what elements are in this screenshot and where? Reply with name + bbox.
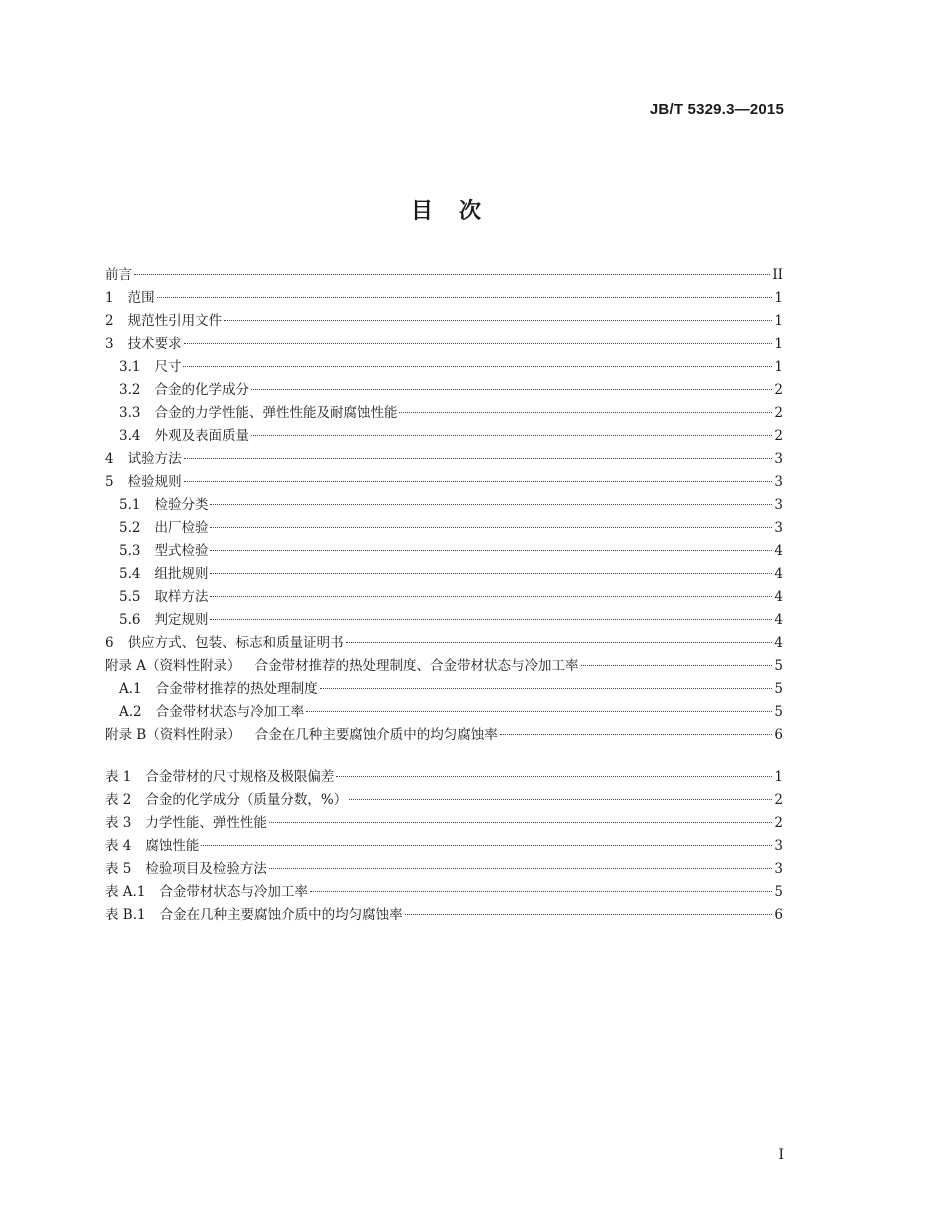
toc-entry-page: 1 <box>774 769 783 785</box>
toc-entry-page: 1 <box>774 336 783 352</box>
dot-leader <box>210 527 772 528</box>
dot-leader <box>346 642 773 643</box>
toc-entry-label: 技术要求 <box>127 336 182 352</box>
toc-entry-label: 合金带材的尺寸规格及极限偏差 <box>145 769 335 785</box>
toc-entry-number: 表 1 <box>105 769 132 785</box>
toc-entry-page: 2 <box>774 382 783 398</box>
dot-leader <box>184 458 773 459</box>
toc-entry-page: 2 <box>774 815 783 831</box>
toc-entry-label: 组批规则 <box>154 566 209 582</box>
toc-entry-number: 表 B.1 <box>105 907 146 923</box>
dot-leader <box>405 914 773 915</box>
dot-leader <box>210 550 772 551</box>
toc-entry-label: 检验项目及检验方法 <box>145 861 267 877</box>
dot-leader <box>210 573 772 574</box>
toc-entry[interactable] <box>105 701 783 724</box>
toc-entry-page: 2 <box>774 792 783 808</box>
toc-entry-number: 3.2 <box>119 382 141 398</box>
dot-leader <box>183 366 772 367</box>
toc-entry-label: 合金的力学性能、弹性性能及耐腐蚀性能 <box>154 405 398 421</box>
toc-entry[interactable] <box>105 724 783 747</box>
toc-entry-page: 3 <box>774 474 783 490</box>
toc-entry[interactable] <box>105 287 783 310</box>
page-number: I <box>778 1147 784 1163</box>
toc-entry-page: 1 <box>774 313 783 329</box>
toc-entry-number: 5.3 <box>119 543 141 559</box>
dot-leader <box>399 412 772 413</box>
toc-entry[interactable] <box>105 494 783 517</box>
toc-entry-number: 5 <box>105 474 114 490</box>
dot-leader <box>184 481 773 482</box>
toc-entry-page: II <box>772 267 783 283</box>
toc-entry-page: 3 <box>774 861 783 877</box>
toc-entry-label: 力学性能、弹性性能 <box>145 815 267 831</box>
toc-entry[interactable] <box>105 310 783 333</box>
dot-leader <box>320 688 773 689</box>
toc-entry-number: 5.2 <box>119 520 141 536</box>
dot-leader <box>306 711 772 712</box>
toc-entry-number: A.1 <box>119 681 142 697</box>
toc-entry[interactable] <box>105 517 783 540</box>
dot-leader <box>184 343 773 344</box>
toc-entry-number: 表 5 <box>105 861 132 877</box>
toc-entry[interactable] <box>105 425 783 448</box>
toc-entry[interactable] <box>105 812 783 835</box>
toc-entry-number: 6 <box>105 635 114 651</box>
toc-entry-page: 4 <box>774 543 783 559</box>
toc-entry-number: 3.3 <box>119 405 141 421</box>
toc-entry[interactable] <box>105 379 783 402</box>
toc-entry-label: 合金带材状态与冷加工率 <box>159 884 308 900</box>
toc-entry-label: 外观及表面质量 <box>154 428 249 444</box>
dot-leader <box>251 389 772 390</box>
dot-leader <box>581 665 773 666</box>
toc-entry-page: 2 <box>774 428 783 444</box>
toc-entry-number: 3.4 <box>119 428 141 444</box>
toc-entry-number: 附录 A（资料性附录） <box>105 658 241 674</box>
toc-entry-label: 供应方式、包装、标志和质量证明书 <box>127 635 344 651</box>
dot-leader <box>269 868 773 869</box>
toc-entry-number: 附录 B（资料性附录） <box>105 727 241 743</box>
toc-entry-page: 1 <box>774 359 783 375</box>
dot-leader <box>210 596 772 597</box>
toc-entry-label: 合金带材状态与冷加工率 <box>155 704 305 720</box>
toc-entry-number: 表 3 <box>105 815 132 831</box>
dot-leader <box>201 845 772 846</box>
toc-entry-label: 范围 <box>127 290 155 306</box>
dot-leader <box>157 297 773 298</box>
toc-entry-label: 检验分类 <box>154 497 209 513</box>
toc-entry-label: 合金的化学成分（质量分数，%） <box>145 792 348 808</box>
toc-entry-number: 3 <box>105 336 114 352</box>
dot-leader <box>310 891 772 892</box>
toc-entry-label: 前言 <box>105 267 132 283</box>
toc-entry-number: 5.6 <box>119 612 141 628</box>
dot-leader <box>134 274 770 275</box>
toc-entry[interactable] <box>105 471 783 494</box>
toc-entry-label: 合金带材推荐的热处理制度、合金带材状态与冷加工率 <box>254 658 579 674</box>
toc-entry[interactable] <box>105 858 783 881</box>
table-of-contents <box>105 264 783 927</box>
toc-entry-label: 判定规则 <box>154 612 209 628</box>
toc-entry[interactable] <box>105 333 783 356</box>
toc-entry[interactable] <box>105 540 783 563</box>
toc-entry-number: 2 <box>105 313 114 329</box>
toc-entry[interactable] <box>105 609 783 632</box>
toc-entry-label: 合金在几种主要腐蚀介质中的均匀腐蚀率 <box>159 907 403 923</box>
toc-entry-label: 型式检验 <box>154 543 209 559</box>
dot-leader <box>349 799 772 800</box>
toc-entry-page: 3 <box>774 451 783 467</box>
toc-entry-number: 3.1 <box>119 359 141 375</box>
toc-entry-page: 3 <box>774 520 783 536</box>
toc-entry-page: 4 <box>774 566 783 582</box>
toc-entry-number: A.2 <box>119 704 142 720</box>
toc-entry-page: 3 <box>774 838 783 854</box>
toc-entry-number: 表 A.1 <box>105 884 146 900</box>
toc-entry-label: 合金的化学成分 <box>154 382 249 398</box>
toc-entry[interactable] <box>105 264 783 287</box>
standard-code: JB/T 5329.3—2015 <box>649 101 784 118</box>
toc-entry-number: 表 2 <box>105 792 132 808</box>
toc-entry[interactable] <box>105 655 783 678</box>
toc-entry-number: 5.4 <box>119 566 141 582</box>
toc-entry-page: 5 <box>774 658 783 674</box>
toc-entry-page: 5 <box>774 884 783 900</box>
toc-entry[interactable] <box>105 881 783 904</box>
dot-leader <box>500 734 773 735</box>
toc-entry-label: 合金在几种主要腐蚀介质中的均匀腐蚀率 <box>254 727 498 743</box>
toc-entry-page: 6 <box>774 727 783 743</box>
toc-entry-label: 腐蚀性能 <box>145 838 200 854</box>
toc-entry[interactable] <box>105 789 783 812</box>
toc-entry-page: 5 <box>774 704 783 720</box>
toc-entry-number: 4 <box>105 451 114 467</box>
toc-entry-label: 规范性引用文件 <box>127 313 223 329</box>
toc-entry[interactable] <box>105 356 783 379</box>
toc-entry[interactable] <box>105 448 783 471</box>
dot-leader <box>251 435 772 436</box>
toc-entry-number: 1 <box>105 290 114 306</box>
toc-entry-label: 尺寸 <box>154 359 182 375</box>
toc-entry-number: 5.1 <box>119 497 141 513</box>
toc-entry-number: 表 4 <box>105 838 132 854</box>
dot-leader <box>336 776 772 777</box>
toc-entry-page: 4 <box>774 635 783 651</box>
toc-entry[interactable] <box>105 678 783 701</box>
toc-entry-page: 6 <box>774 907 783 923</box>
dot-leader <box>269 822 773 823</box>
toc-entry-page: 4 <box>774 589 783 605</box>
toc-entry-page: 2 <box>774 405 783 421</box>
toc-entry-page: 4 <box>774 612 783 628</box>
toc-entry[interactable] <box>105 563 783 586</box>
toc-entry[interactable] <box>105 766 783 789</box>
toc-entry-page: 5 <box>774 681 783 697</box>
toc-entry-page: 3 <box>774 497 783 513</box>
toc-entry[interactable] <box>105 402 783 425</box>
toc-entry-label: 检验规则 <box>127 474 182 490</box>
toc-entry[interactable] <box>105 632 783 655</box>
toc-entry-label: 出厂检验 <box>154 520 209 536</box>
toc-entry-label: 取样方法 <box>154 589 209 605</box>
toc-entry-label: 试验方法 <box>127 451 182 467</box>
toc-entry-label: 合金带材推荐的热处理制度 <box>155 681 318 697</box>
dot-leader <box>224 320 772 321</box>
toc-entry[interactable] <box>105 586 783 609</box>
toc-entry-page: 1 <box>774 290 783 306</box>
page-title: 目 次 <box>410 199 483 224</box>
toc-entry[interactable] <box>105 904 783 927</box>
dot-leader <box>210 619 772 620</box>
toc-entry-number: 5.5 <box>119 589 141 605</box>
toc-entry[interactable] <box>105 835 783 858</box>
dot-leader <box>210 504 772 505</box>
